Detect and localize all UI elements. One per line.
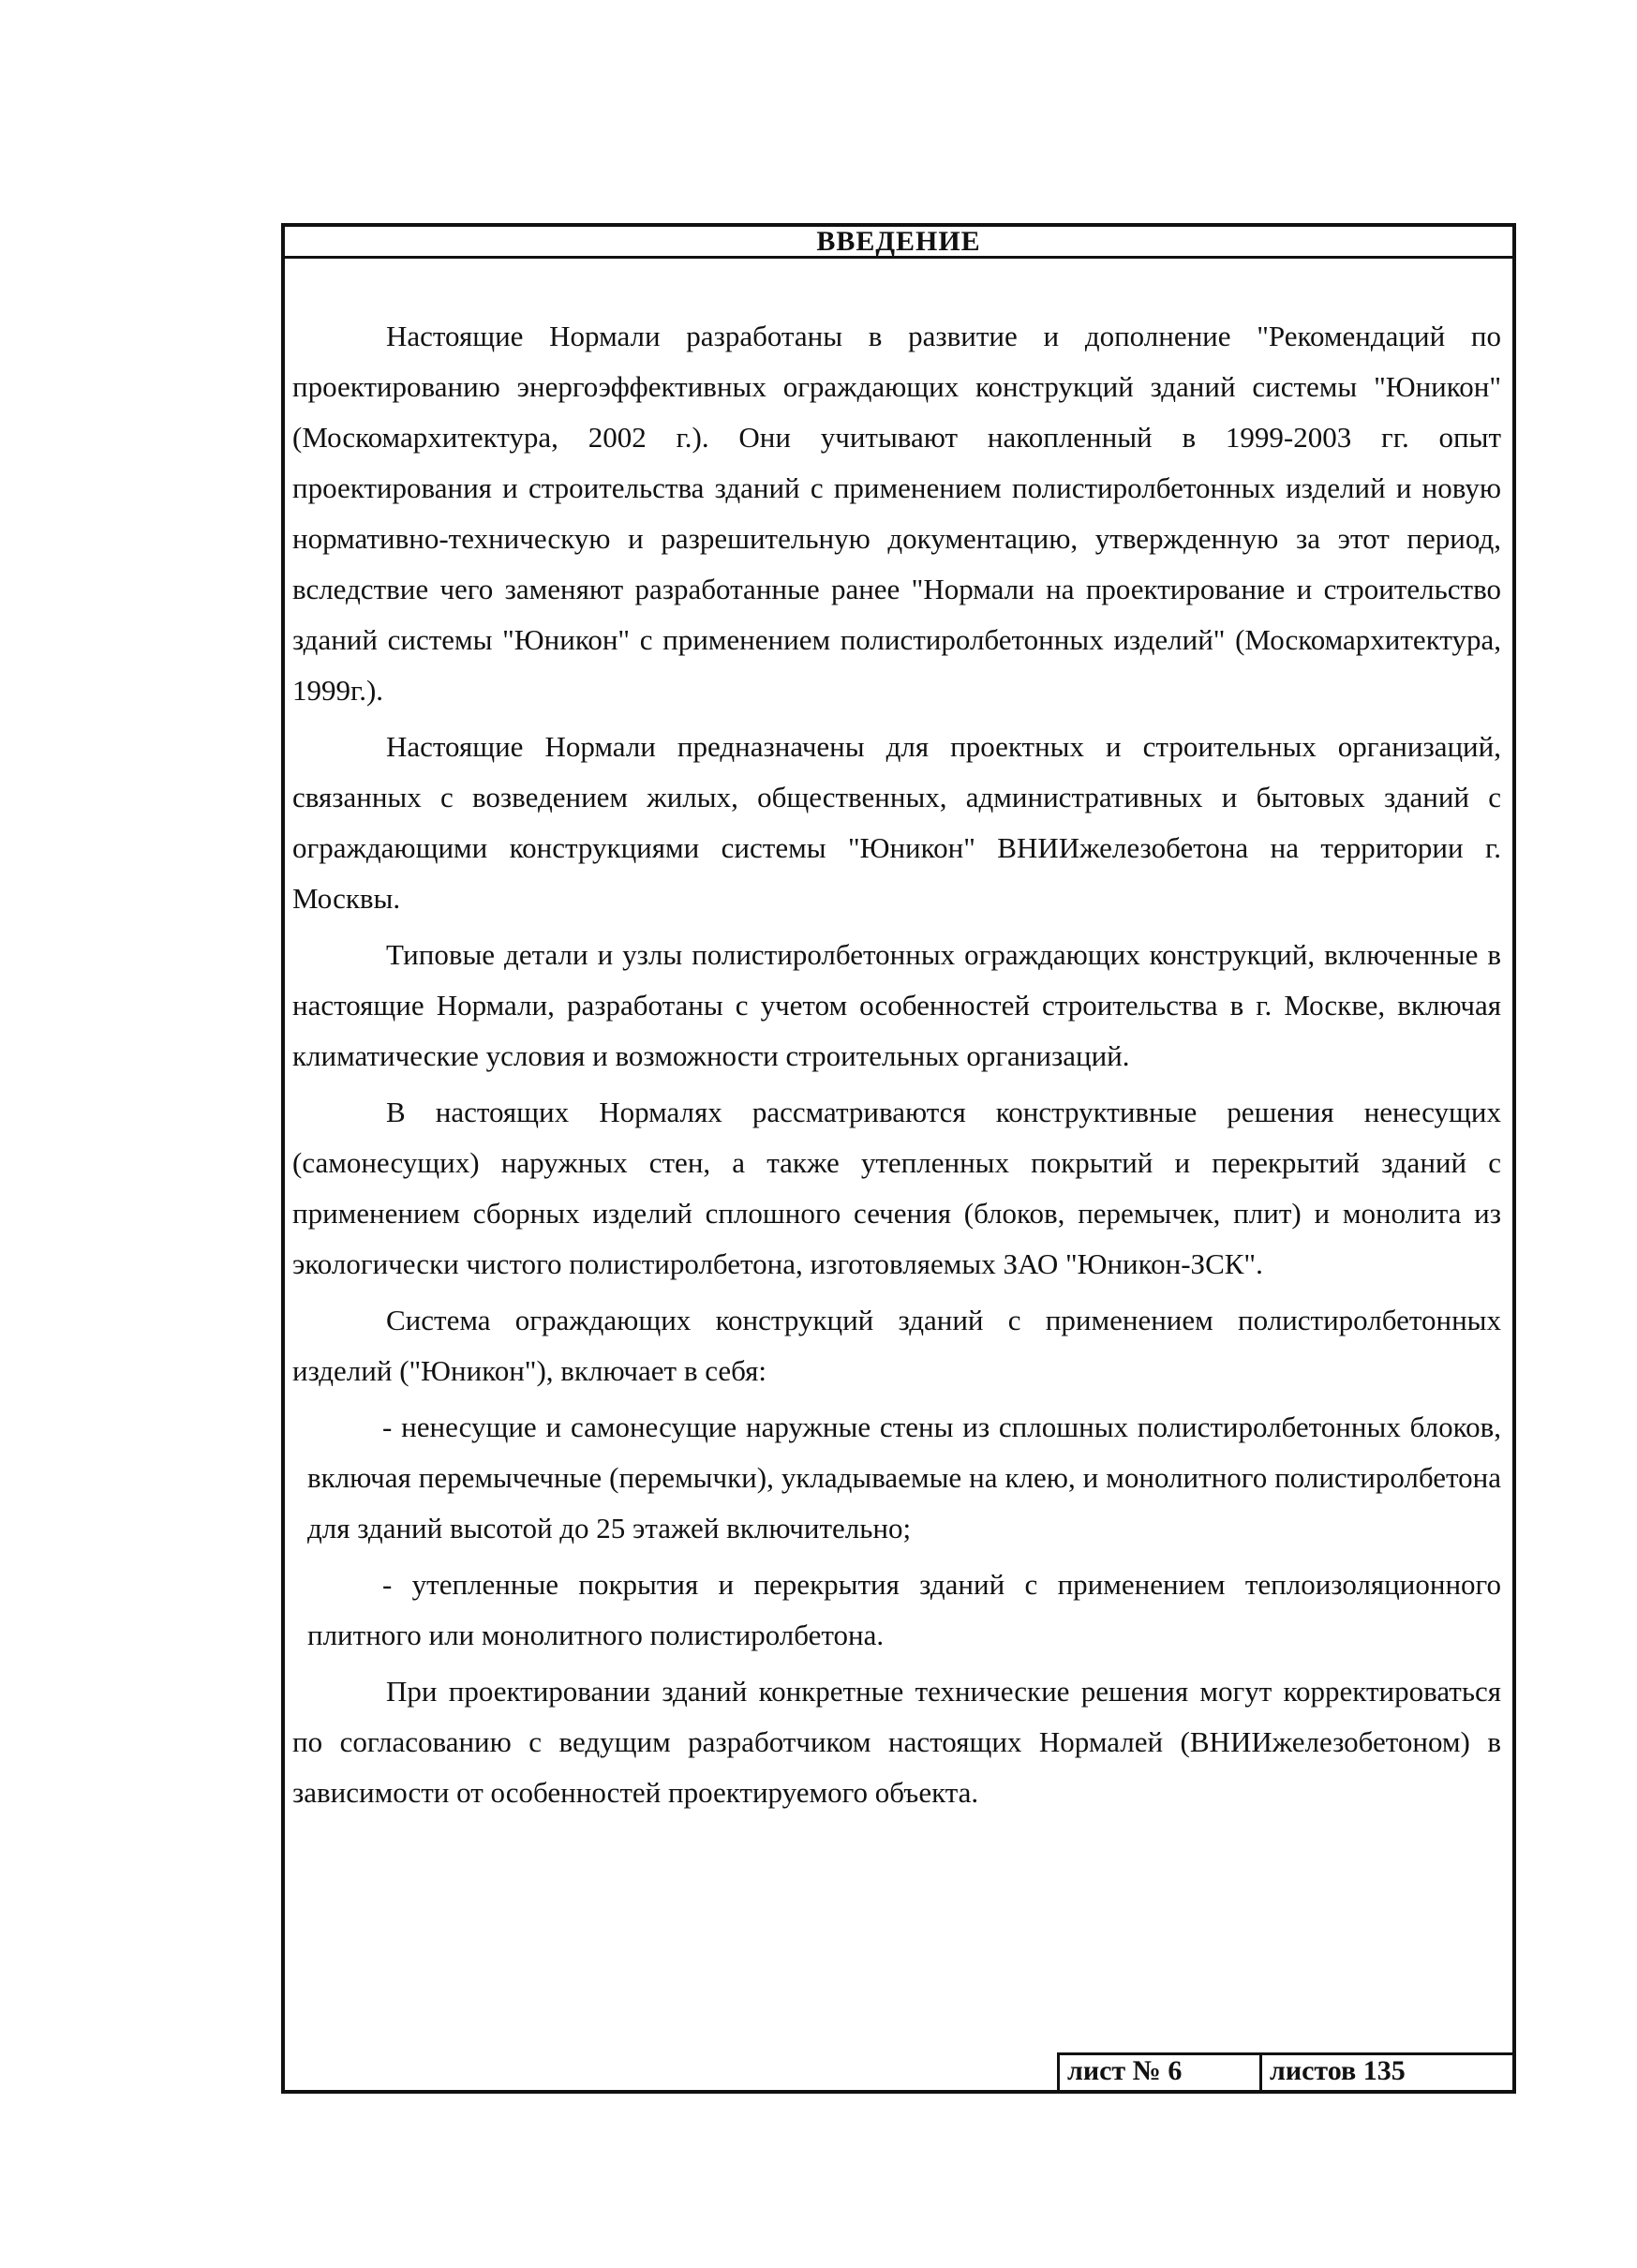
paragraph-scope: В настоящих Нормалях рассматриваются конструктивные решения ненесущих (самонесущих) наружных стен, а также утепленных покрытий и перекрытий зданий с применением сборных изделий сплошного сечения (блоков, перемычек, плит) и монолита из экологически чистого полистиролбетона, изготовляемых ЗАО "Юникон-ЗСК". [292, 1096, 1501, 1280]
paragraph-intro: Настоящие Нормали разработаны в развитие и дополнение "Рекомендаций по проектированию энергоэффективных ограждающих конструкций зданий системы "Юникон" (Москомархитектура, 2002 г.). Они учитывают накопленный в 1999-2003 гг. опыт проектирования и строительства зданий с применением полистиролбетонных изделий и новую нормативно-техническую и разрешительную документацию, утвержденную за этот период, вследствие чего заменяют разработанные ранее "Нормали на проектирование и строительство зданий системы "Юникон" с применением полистиролбетонных изделий" (Москомархитектура, 1999г.). [292, 320, 1501, 707]
paragraph-purpose: Настоящие Нормали предназначены для проектных и строительных организаций, связанных с возведением жилых, общественных, административных и бытовых зданий с ограждающими конструкциями системы "Юникон" ВНИИжелезобетона на территории г. Москвы. [292, 730, 1501, 915]
list-item-walls: - ненесущие и самонесущие наружные стены из сплошных полистиролбетонных блоков, включая перемычечные (перемычки), укладываемые на клею, и монолитного полистиролбетона для зданий высотой до 25 этажей включительно; [307, 1410, 1501, 1544]
document-body [292, 311, 1501, 1824]
sheet-stamp [1057, 2052, 1512, 2090]
list-item-roofs: - утепленные покрытия и перекрытия зданий с применением теплоизоляционного плитного или монолитного полистиролбетона. [307, 1568, 1501, 1651]
sheet-count: листов 135 [1270, 2055, 1406, 2086]
document-frame [281, 223, 1516, 2094]
paragraph-details: Типовые детали и узлы полистиролбетонных ограждающих конструкций, включенные в настоящие Нормали, разработаны с учетом особенностей строительства в г. Москве, включая климатические условия и возможности строительных организаций. [292, 938, 1501, 1072]
paragraph-system: Система ограждающих конструкций зданий с применением полистиролбетонных изделий ("Юникон"), включает в себя: [292, 1304, 1501, 1387]
sheet-number: лист № 6 [1060, 2055, 1262, 2090]
page-title: ВВЕДЕНИЕ [816, 226, 981, 257]
paragraph-final: При проектировании зданий конкретные технические решения могут корректироваться по согласованию с ведущим разработчиком настоящих Нормалей (ВНИИжелезобетоном) в зависимости от особенностей проектируемого объекта. [292, 1675, 1501, 1809]
header-bar [285, 227, 1512, 259]
